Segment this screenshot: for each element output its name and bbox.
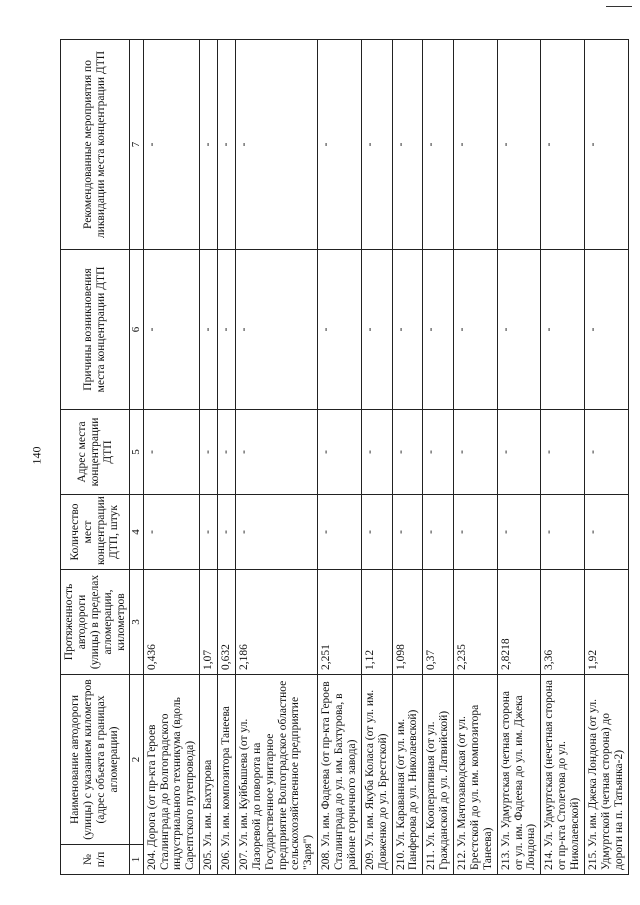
cell-measures: - [218,40,236,250]
table-row [497,40,541,875]
cell-road-name: 206. Ул. им. композитора Танеева [218,675,236,875]
table-row [143,40,200,875]
column-number: 2 [130,675,143,845]
cell-causes: - [454,250,498,410]
table-row [235,40,317,875]
cell-measures: - [541,40,585,250]
cell-address: - [392,410,423,495]
cell-address: - [423,410,454,495]
cell-causes: - [423,250,454,410]
cell-measures: - [584,40,628,250]
column-number: 4 [130,495,143,570]
cell-count: - [235,495,317,570]
cell-length: 1,12 [361,570,392,675]
cell-address: - [454,410,498,495]
cell-length: 3,36 [541,570,585,675]
cell-causes: - [235,250,317,410]
column-number: 1 [130,845,143,875]
table-row [361,40,392,875]
cell-count: - [584,495,628,570]
table-row [318,40,362,875]
table-row [218,40,236,875]
cell-road-name: 204. Дорога (от пр-кта Героев Сталинграда до Волгоградского индустриального техникума (вдоль Сарептского путепровода) [143,675,200,875]
cell-address: - [235,410,317,495]
table-row [200,40,218,875]
header-count: Количество мест концентрации ДТП, штук [61,495,130,570]
header-length: Протяженность автодороги (улицы) в пределах агломерации, километров [61,570,130,675]
cell-count: - [218,495,236,570]
cell-causes: - [218,250,236,410]
cell-address: - [361,410,392,495]
cell-road-name: 215. Ул. им. Джека Лондона (от ул. Удмуртской (четная сторона) до дороги на п. Татьянка-2) [584,675,628,875]
cell-address: - [584,410,628,495]
top-right-rule [606,6,632,7]
cell-count: - [200,495,218,570]
cell-causes: - [584,250,628,410]
table-row [392,40,423,875]
cell-length: 1,098 [392,570,423,675]
cell-measures: - [361,40,392,250]
cell-road-name: 205. Ул. им. Бахтурова [200,675,218,875]
cell-road-name: 214. Ул. Удмуртская (нечетная сторона от пр-кта Столетова до ул. Николаевской) [541,675,585,875]
cell-causes: - [143,250,200,410]
cell-measures: - [392,40,423,250]
column-number-row [130,40,143,875]
cell-measures: - [318,40,362,250]
cell-address: - [218,410,236,495]
cell-length: 0,436 [143,570,200,675]
cell-length: 2,186 [235,570,317,675]
header-measures: Рекомендованные мероприятия по ликвидации места концентрации ДТП [61,40,130,250]
cell-length: 2,8218 [497,570,541,675]
cell-causes: - [200,250,218,410]
column-number: 3 [130,570,143,675]
header-row [61,40,130,875]
cell-address: - [541,410,585,495]
cell-causes: - [392,250,423,410]
cell-measures: - [143,40,200,250]
cell-measures: - [423,40,454,250]
cell-measures: - [454,40,498,250]
cell-count: - [361,495,392,570]
header-address: Адрес места концентрации ДТП [61,410,130,495]
table-row [454,40,498,875]
header-index: № п/п [61,845,130,875]
cell-road-name: 213. Ул. Удмуртская (четная сторона от ул. им. Фадеева до ул. им. Джека Лондона) [497,675,541,875]
table-row [541,40,585,875]
rotated-table-container [60,40,625,875]
cell-measures: - [200,40,218,250]
cell-address: - [497,410,541,495]
cell-road-name: 210. Ул. Караванная (от ул. им. Панферова до ул. Николаевской) [392,675,423,875]
cell-causes: - [361,250,392,410]
cell-causes: - [497,250,541,410]
header-causes: Причины возникновения места концентрации ДТП [61,250,130,410]
cell-road-name: 209. Ул. им. Якуба Коласа (от ул. им. Довженко до ул. Брестской) [361,675,392,875]
cell-count: - [392,495,423,570]
cell-measures: - [497,40,541,250]
page-number: 140 [29,446,44,465]
table-row [584,40,628,875]
cell-length: 1,92 [584,570,628,675]
header-road-name: Наименование автодороги (улицы) с указанием километров (адрес объекта в границах агломерации) [61,675,130,845]
cell-length: 0,632 [218,570,236,675]
cell-road-name: 211. Ул. Кооперативная (от ул. Гражданской до ул. Латвийской) [423,675,454,875]
cell-length: 0,37 [423,570,454,675]
cell-count: - [541,495,585,570]
cell-address: - [318,410,362,495]
cell-road-name: 207. Ул. им. Куйбышева (от ул. Лазоревой до поворота на Государственное унитарное предприятие Волгоградское областное сельскохозяйственное предприятие "Заря") [235,675,317,875]
column-number: 7 [130,40,143,250]
cell-road-name: 212. Ул. Мачтозаводская (от ул. Брестской до ул. им. композитора Танеева) [454,675,498,875]
cell-causes: - [318,250,362,410]
cell-road-name: 208. Ул. им. Фадеева (от пр-кта Героев Сталинграда до ул. им. Бахтурова, в районе горчичного завода) [318,675,362,875]
cell-address: - [200,410,218,495]
cell-count: - [497,495,541,570]
cell-count: - [143,495,200,570]
table-row [423,40,454,875]
table-body [143,40,628,875]
cell-length: 2,251 [318,570,362,675]
column-number: 5 [130,410,143,495]
cell-measures: - [235,40,317,250]
cell-length: 1,07 [200,570,218,675]
dtp-table [60,39,629,875]
cell-length: 2,235 [454,570,498,675]
cell-address: - [143,410,200,495]
cell-count: - [454,495,498,570]
cell-causes: - [541,250,585,410]
cell-count: - [318,495,362,570]
cell-count: - [423,495,454,570]
column-number: 6 [130,250,143,410]
